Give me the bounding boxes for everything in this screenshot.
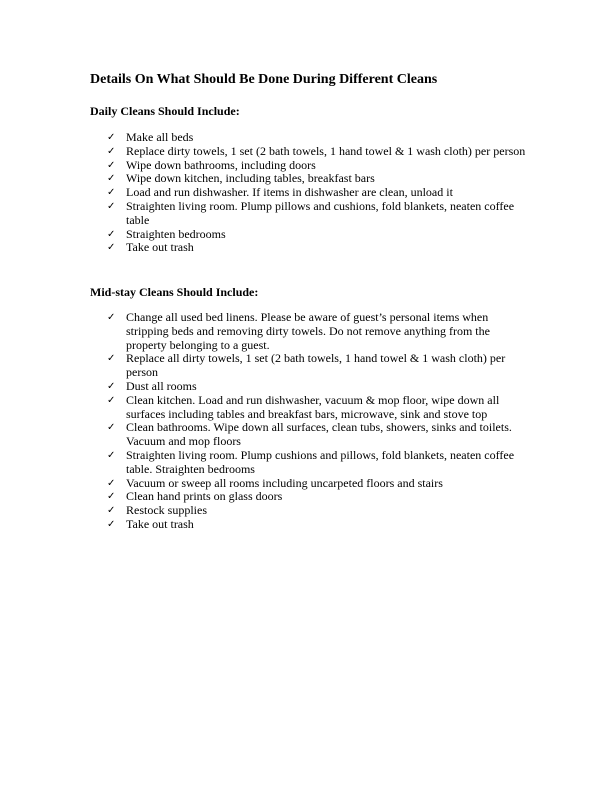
checklist-item [0, 421, 526, 449]
checkmark-icon: ✓ [107, 422, 116, 434]
checkmark-icon: ✓ [107, 505, 116, 517]
checklist-item-text: Clean hand prints on glass doors [126, 489, 283, 504]
checklist-item [0, 172, 526, 186]
checklist-item-text: Take out trash [126, 240, 194, 255]
checklist-item-text: Vacuum or sweep all rooms including uncarpeted floors and stairs [126, 475, 443, 490]
checklist-item-text: Take out trash [126, 516, 194, 531]
checkmark-icon: ✓ [107, 518, 116, 530]
checklist-item [0, 518, 526, 532]
checklist-item-text: Load and run dishwasher. If items in dishwasher are clean, unload it [126, 185, 453, 200]
checklist-item [0, 394, 526, 422]
checklist-item-text: Straighten living room. Plump pillows and cushions, fold blankets, neaten coffee table [126, 198, 515, 227]
checklist-item-text: Replace dirty towels, 1 set (2 bath towels, 1 hand towel & 1 wash cloth) per person [126, 143, 526, 158]
checklist-item-text: Clean bathrooms. Wipe down all surfaces, clean tubs, showers, sinks and toilets. Vacuum and mop floors [126, 420, 512, 449]
daily-cleans-list [0, 131, 612, 255]
checklist-item [0, 228, 526, 242]
checklist-item-text: Restock supplies [126, 503, 207, 518]
midstay-cleans-heading: Mid-stay Cleans Should Include: [90, 285, 259, 299]
checkmark-icon: ✓ [107, 173, 116, 185]
checklist-item-text: Change all used bed linens. Please be aware of guest’s personal items when stripping beds and removing dirty towels. Do not remove anything from the property belonging to a guest. [126, 310, 490, 352]
midstay-cleans-list [0, 311, 612, 532]
checklist-item [0, 449, 526, 477]
checklist-item-text: Straighten bedrooms [126, 226, 226, 241]
daily-cleans-heading: Daily Cleans Should Include: [90, 104, 240, 118]
checkmark-icon: ✓ [107, 132, 116, 143]
checkmark-icon: ✓ [107, 394, 116, 406]
checklist-item-text: Wipe down kitchen, including tables, breakfast bars [126, 171, 375, 186]
checkmark-icon: ✓ [107, 477, 116, 489]
checklist-item [0, 131, 526, 145]
checkmark-icon: ✓ [107, 312, 116, 323]
checklist-item-text: Straighten living room. Plump cushions and pillows, fold blankets, neaten coffee table. Straighten bedrooms [126, 447, 515, 476]
checklist-item-text: Make all beds [126, 130, 194, 144]
checkmark-icon: ✓ [107, 353, 116, 365]
checklist-item-text: Clean kitchen. Load and run dishwasher, vacuum & mop floor, wipe down all surfaces including tables and breakfast bars, microwave, sink and stove top [126, 392, 500, 421]
checklist-item [0, 145, 526, 159]
checkmark-icon: ✓ [107, 228, 116, 240]
checklist-item [0, 477, 526, 491]
checklist-item [0, 186, 526, 200]
checkmark-icon: ✓ [107, 187, 116, 199]
checkmark-icon: ✓ [107, 449, 116, 461]
checklist-item [0, 159, 526, 173]
document-title: Details On What Should Be Done During Different Cleans [90, 72, 438, 87]
checkmark-icon: ✓ [107, 200, 116, 212]
checklist-item [0, 490, 526, 504]
checklist-item [0, 311, 526, 352]
checkmark-icon: ✓ [107, 159, 116, 171]
checkmark-icon: ✓ [107, 145, 116, 157]
checkmark-icon: ✓ [107, 242, 116, 254]
checklist-item-text: Dust all rooms [126, 378, 197, 393]
checklist-item [0, 380, 526, 394]
checklist-item [0, 352, 526, 380]
checkmark-icon: ✓ [107, 380, 116, 392]
checklist-item [0, 200, 526, 228]
checklist-item-text: Wipe down bathrooms, including doors [126, 157, 316, 172]
checklist-item [0, 504, 526, 518]
checkmark-icon: ✓ [107, 491, 116, 503]
checklist-item [0, 241, 526, 255]
checklist-item-text: Replace all dirty towels, 1 set (2 bath towels, 1 hand towel & 1 wash cloth) per person [126, 351, 506, 380]
